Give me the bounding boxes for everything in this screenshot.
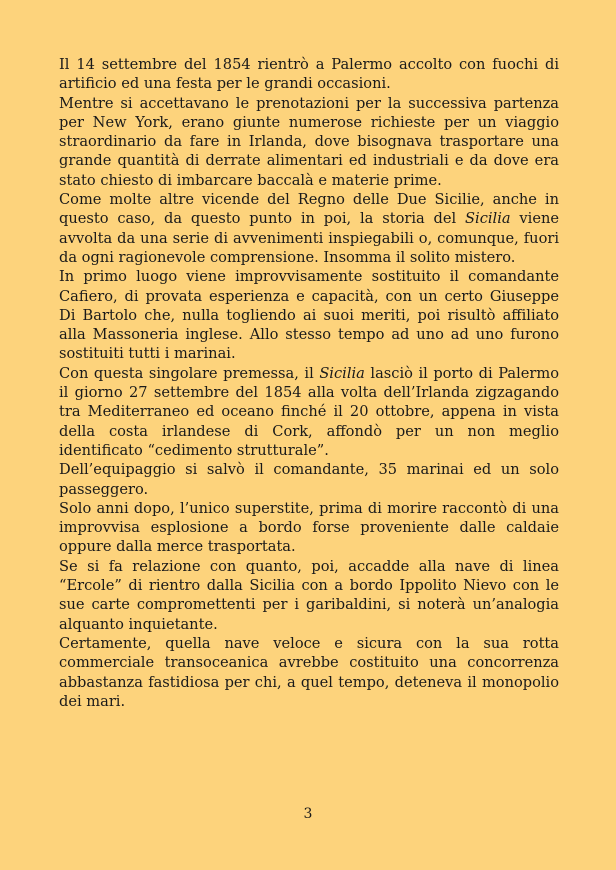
paragraph-3-text-b: viene avvolta da una serie di avvenimenti inspiegabili o, comunque, fuori da ogni ragionevole comprensione. Insomma il solito mistero. [59,210,559,266]
page-number: 3 [303,806,313,822]
paragraph-8: Se si fa relazione con quanto, poi, accadde alla nave di linea “Ercole” di rientro dalla Sicilia con a bordo Ippolito Nievo con le sue carte compromettenti per i garibaldini, si noterà un’analogia alquanto inquietante. [59,557,559,633]
paragraph-7: Solo anni dopo, l’unico superstite, prima di morire raccontò di una improvvisa esplosione a bordo forse proveniente dalle caldaie oppure dalla merce trasportata. [59,499,559,556]
paragraph-2: Mentre si accettavano le prenotazioni per la successiva partenza per New York, erano giunte numerose richieste per un viaggio straordinario da fare in Irlanda, dove bisognava trasportare una grande quantità di derrate alimentari ed industriali e da dove era stato chiesto di imbarcare baccalà e materie prime. [59,94,559,189]
paragraph-3 [59,190,559,267]
paragraph-1: Il 14 settembre del 1854 rientrò a Palermo accolto con fuochi di artificio ed una festa per le grandi occasioni. [59,56,559,93]
paragraph-5-text-a: Con questa singolare premessa, il [59,364,320,382]
ship-name-italic: Sicilia [319,364,365,382]
document-body [59,55,559,711]
paragraph-3-text-a: Come molte altre vicende del Regno delle Due Sicilie, anche in questo caso, da questo punto in poi, la storia del [59,191,559,228]
paragraph-9: Certamente, quella nave veloce e sicura con la sua rotta commerciale transoceanica avrebbe costituito una concorrenza abbastanza fastidiosa per chi, a quel tempo, deteneva il monopolio dei mari. [59,634,559,710]
paragraph-5-text-b: lasciò il porto di Palermo il giorno 27 settembre del 1854 alla volta dell’Irlanda zigzagando tra Mediterraneo ed oceano finché il 20 ottobre, appena in vista della costa irlandese di Cork, affondò per un non meglio identificato “cedimento strutturale”. [59,364,559,459]
ship-name-italic: Sicilia [465,210,511,228]
paragraph-6: Dell’equipaggio si salvò il comandante, 35 marinai ed un solo passeggero. [59,461,559,498]
paragraph-5 [59,364,559,460]
paragraph-4: In primo luogo viene improvvisamente sostituito il comandante Cafiero, di provata esperienza e capacità, con un certo Giuseppe Di Bartolo che, nulla togliendo ai suoi meriti, poi risultò affiliato alla Massoneria inglese. Allo stesso tempo ad uno ad uno furono sostituiti tutti i marinai. [59,268,559,363]
